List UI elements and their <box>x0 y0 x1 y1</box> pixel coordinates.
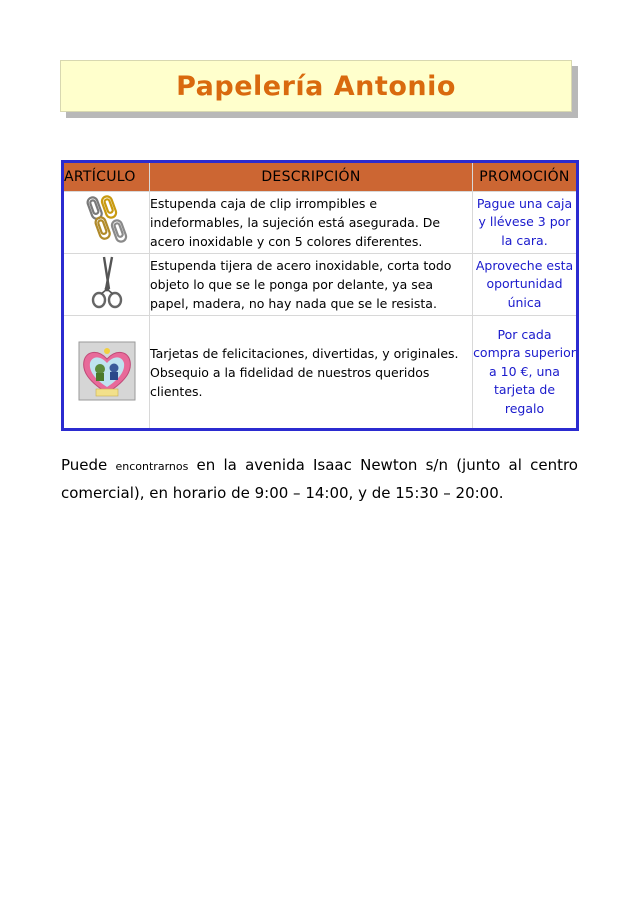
article-image-cell <box>63 254 150 316</box>
title-banner <box>60 60 578 118</box>
row-description: Tarjetas de felicitaciones, divertidas, y originales. Obsequio a la fidelidad de nuestros queridos clientes. <box>150 316 473 430</box>
row-promotion: Por cada compra superior a 10 €, una tarjeta de regalo <box>473 316 578 430</box>
row-description: Estupenda tijera de acero inoxidable, corta todo objeto lo que se le ponga por delante, ya sea papel, madera, no hay nada que se le resista. <box>150 254 473 316</box>
article-image-cell <box>63 192 150 254</box>
table-header-row <box>63 162 578 192</box>
header-article: ARTÍCULO <box>63 162 150 192</box>
page-title: Papelería Antonio <box>60 60 572 112</box>
table-row <box>63 192 578 254</box>
scissors-icon <box>89 255 125 311</box>
table-row <box>63 316 578 430</box>
header-promotion: PROMOCIÓN <box>473 162 578 192</box>
products-table <box>61 160 579 431</box>
greeting-card-icon <box>78 341 136 401</box>
location-paragraph <box>61 452 578 506</box>
row-promotion: Pague una caja y llévese 3 por la cara. <box>473 192 578 254</box>
row-description: Estupenda caja de clip irrompibles e indeformables, la sujeción está asegurada. De acero inoxidable y con 5 colores diferentes. <box>150 192 473 254</box>
row-promotion: Aproveche esta oportunidad única <box>473 254 578 316</box>
location-text-end: en la avenida Isaac Newton s/n (junto al centro comercial), en horario de 9:00 – 14:00, y de 15:30 – 20:00. <box>61 456 578 502</box>
paperclips-icon <box>83 195 131 247</box>
location-text-start: Puede <box>61 456 116 474</box>
table-row <box>63 254 578 316</box>
article-image-cell <box>63 316 150 430</box>
location-text-small: encontrarnos <box>115 460 189 473</box>
header-description: DESCRIPCIÓN <box>150 162 473 192</box>
